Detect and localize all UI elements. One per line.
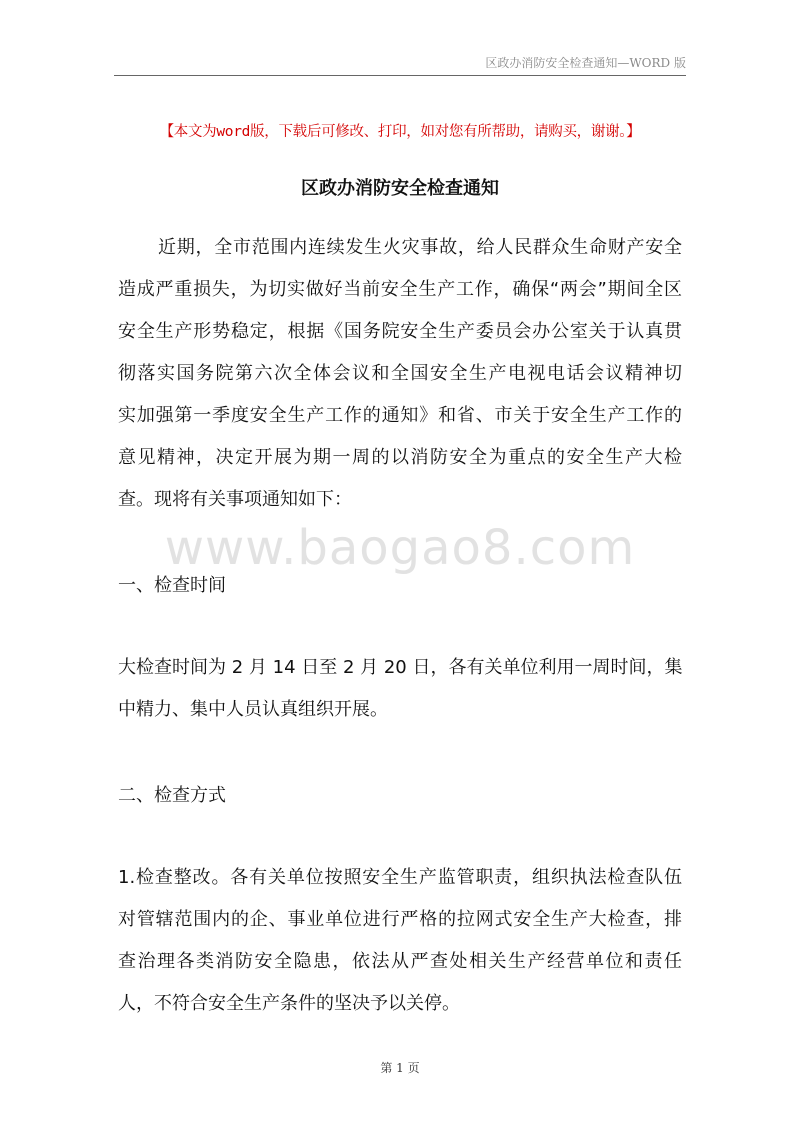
section-heading-time: 一、检查时间 (118, 575, 226, 596)
section2-line: 对管辖范围内的企、事业单位进行严格的拉网式安全生产大检查，排 (118, 909, 682, 930)
section2-line: 人，不符合安全生产条件的坚决予以关停。 (118, 993, 460, 1014)
intro-line: 彻落实国务院第六次全体会议和全国安全生产电视电话会议精神切 (118, 363, 682, 384)
intro-line: 查。现将有关事项通知如下： (118, 489, 352, 510)
intro-line: 造成严重损失，为切实做好当前安全生产工作，确保“两会”期间全区 (118, 279, 682, 300)
intro-line: 近期，全市范围内连续发生火灾事故，给人民群众生命财产安全 (158, 237, 682, 258)
watermark: www.baogao8.com (164, 520, 636, 576)
section-heading-method: 二、检查方式 (118, 785, 226, 806)
section1-line: 中精力、集中人员认真组织开展。 (118, 699, 388, 720)
header-divider (114, 75, 686, 76)
section1-line: 大检查时间为 2 月 14 日至 2 月 20 日，各有关单位利用一周时间，集 (118, 657, 683, 678)
intro-line: 实加强第一季度安全生产工作的通知》和省、市关于安全生产工作的 (118, 405, 682, 426)
section2-line: 查治理各类消防安全隐患，依法从严查处相关生产经营单位和责任 (118, 951, 682, 972)
intro-line: 安全生产形势稳定，根据《国务院安全生产委员会办公室关于认真贯 (118, 321, 682, 342)
section2-line: 1.检查整改。各有关单位按照安全生产监管职责，组织执法检查队伍 (118, 867, 682, 888)
document-title: 区政办消防安全检查通知 (301, 178, 499, 199)
page-number: 第 1 页 (380, 1061, 420, 1075)
download-notice: 【本文为word版，下载后可修改、打印，如对您有所帮助，请购买，谢谢。】 (159, 124, 641, 140)
running-header: 区政办消防安全检查通知—WORD 版 (485, 56, 686, 70)
intro-line: 意见精神，决定开展为期一周的以消防安全为重点的安全生产大检 (118, 447, 682, 468)
